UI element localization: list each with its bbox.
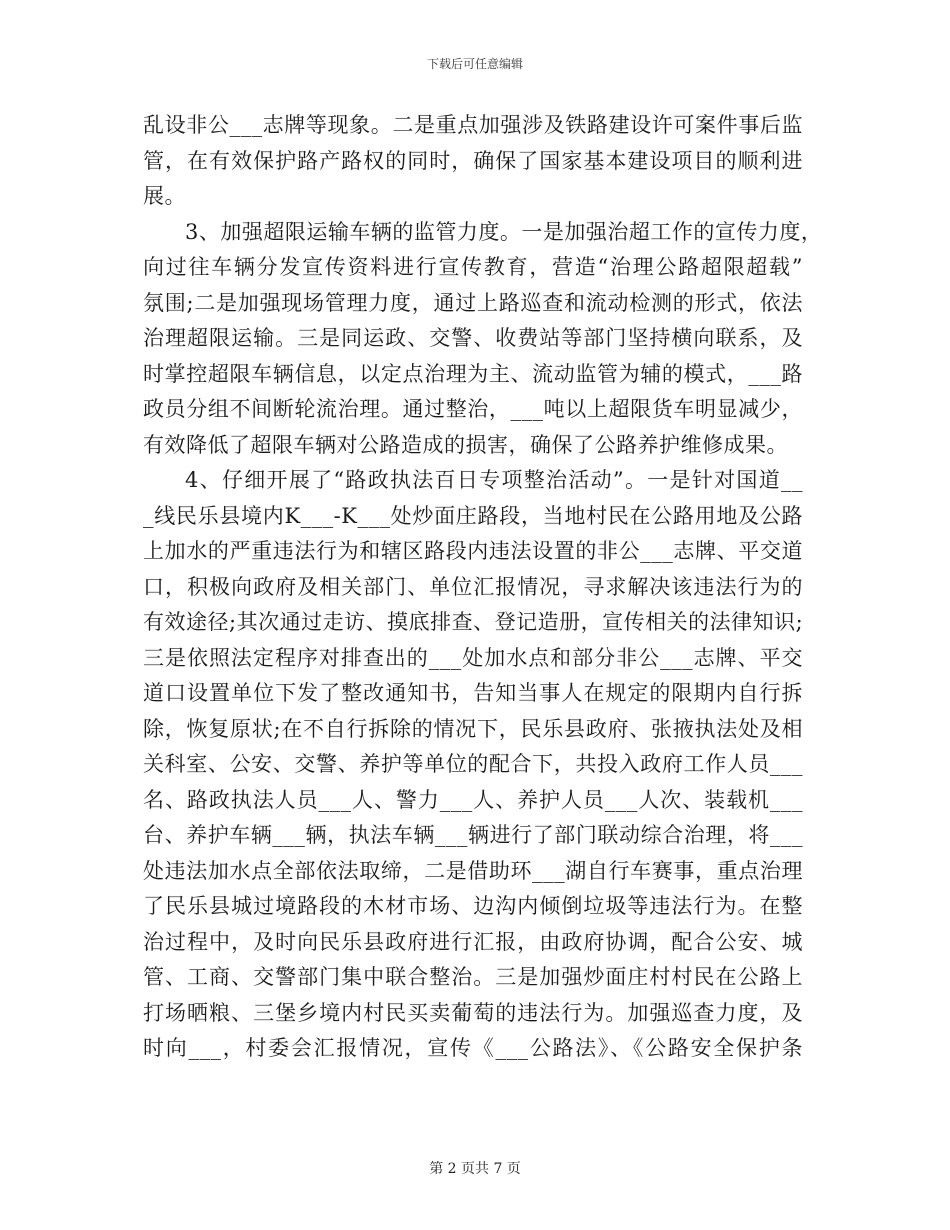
page-header: 下载后可任意编辑 xyxy=(426,57,523,71)
text-line: 了民乐县城过境路段的木材市场、边沟内倾倒垃圾等违法行为。在整 xyxy=(143,894,803,918)
text-line: 口，积极向政府及相关部门、单位汇报情况，寻求解决该违法行为的 xyxy=(143,574,803,599)
text-line: 治理超限运输。三是同运政、交警、收费站等部门坚持横向联系，及 xyxy=(143,326,803,350)
text-line: 展。 xyxy=(143,184,186,208)
text-line: 治过程中，及时向民乐县政府进行汇报，由政府协调，配合公安、城 xyxy=(143,929,803,954)
text-line: 管、工商、交警部门集中联合整治。三是加强炒面庄村村民在公路上 xyxy=(143,965,803,989)
text-line: 时向___，村委会汇报情况，宣传《___公路法》、《公路安全保护条 xyxy=(143,1036,803,1060)
text-line: 氛围;二是加强现场管理力度，通过上路巡查和流动检测的形式，依法 xyxy=(143,290,803,315)
text-line: 上加水的严重违法行为和辖区路段内违法设置的非公___志牌、平交道 xyxy=(143,539,803,563)
text-line: 有效降低了超限车辆对公路造成的损害，确保了公路养护维修成果。 xyxy=(143,432,788,457)
text-line: 乱设非公___志牌等现象。二是重点加强涉及铁路建设许可案件事后监 xyxy=(143,113,803,137)
text-line: 除，恢复原状;在不自行拆除的情况下，民乐县政府、张掖执法处及相 xyxy=(143,716,803,741)
text-line: 关科室、公安、交警、养护等单位的配合下，共投入政府工作人员___ xyxy=(143,752,803,776)
page-footer: 第 2 页共 7 页 xyxy=(429,1161,521,1177)
text-line: 时掌控超限车辆信息，以定点治理为主、流动监管为辅的模式，___路 xyxy=(143,361,803,386)
text-line: 管，在有效保护路产路权的同时，确保了国家基本建设项目的顺利进 xyxy=(143,148,803,173)
text-line: _线民乐县境内K___-K___处炒面庄路段，当地村民在公路用地及公路 xyxy=(143,503,803,528)
text-line: 道口设置单位下发了整改通知书，告知当事人在规定的限期内自行拆 xyxy=(143,681,803,705)
text-line: 3、加强超限运输车辆的监管力度。一是加强治超工作的宣传力度， xyxy=(185,219,823,244)
text-line: 政员分组不间断轮流治理。通过整治，___吨以上超限货车明显减少， xyxy=(143,397,803,421)
document-body xyxy=(143,108,823,1067)
text-line: 向过往车辆分发宣传资料进行宣传教育，营造“治理公路超限超载” xyxy=(143,255,803,279)
text-line: 处违法加水点全部依法取缔，二是借助环___湖自行车赛事，重点治理 xyxy=(143,858,803,883)
text-line: 三是依照法定程序对排查出的___处加水点和部分非公___志牌、平交 xyxy=(143,645,803,670)
text-line: 有效途径;其次通过走访、摸底排查、登记造册，宣传相关的法律知识; xyxy=(143,610,804,634)
text-line: 名、路政执法人员___人、警力___人、养护人员___人次、装载机___ xyxy=(143,787,803,812)
text-line: 台、养护车辆___辆，执法车辆___辆进行了部门联动综合治理，将___ xyxy=(143,823,803,847)
text-line: 4、仔细开展了“路政执法百日专项整治活动”。一是针对国道__ xyxy=(185,468,803,492)
text-line: 打场晒粮、三堡乡境内村民买卖葡萄的违法行为。加强巡查力度，及 xyxy=(143,1000,803,1025)
